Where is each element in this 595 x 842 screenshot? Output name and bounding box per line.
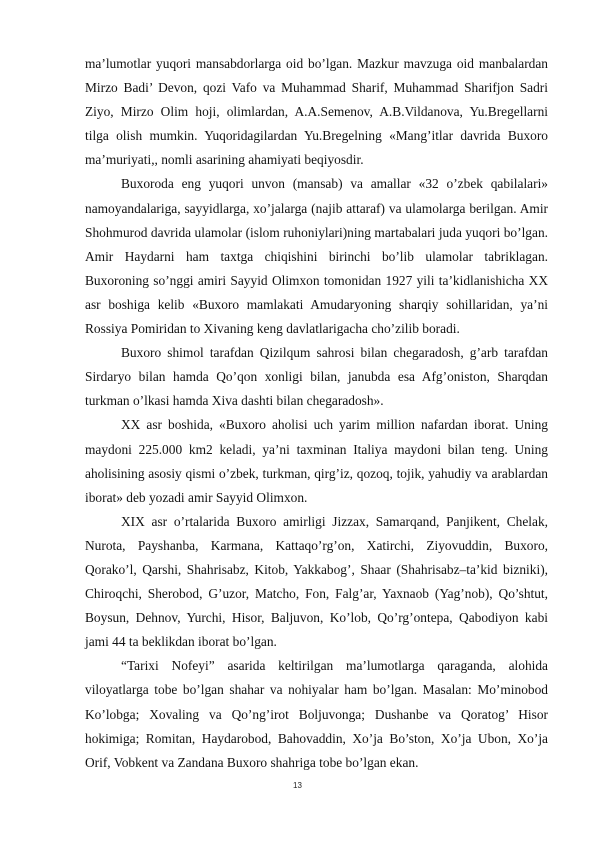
paragraph-sources: ma’lumotlar yuqori mansabdorlarga oid bo’lgan. Mazkur mavzuga oid manbalardan Mirzo Badi’ Devon, qozi Vafo va Muhammad Sharif, Muhammad Sharifjon Sadri Ziyo, Mirzo Olim hoji, olimlardan, A.A.Semenov, A.B.Vildanova, Yu.Bregellarni tilga olish mumkin. Yuqoridagilardan Yu.Bregelning «Mang’itlar davrida Buxoro ma’muriyati,, nomli asarining ahamiyati beqiyosdir. (85, 56, 548, 168)
paragraph-borders: Buxoro shimol tarafdan Qizilqum sahrosi bilan chegaradosh, g’arb tarafdan Sirdaryo bilan hamda Qo’qon xonligi bilan, janubda esa Afg’oniston, Sharqdan turkman o’lkasi hamda Xiva dashti bilan chegaradosh». (85, 345, 548, 409)
paragraph-population: XX asr boshida, «Buxoro aholisi uch yarim million nafardan iborat. Uning maydoni 225.000 km2 keladi, ya’ni taxminan Italiya maydoni bilan teng. Uning aholisining asosiy qismi o’zbek, turkman, qirg’iz, qozoq, tojik, yahudiy va arablardan iborat» deb yozadi amir Sayyid Olimxon. (85, 417, 548, 505)
document-page (85, 52, 548, 775)
paragraph-tarixi-nofeyi: “Tarixi Nofeyi” asarida keltirilgan ma’lumotlarga qaraganda, alohida viloyatlarga tobe bo’lgan shahar va nohiyalar ham bo’lgan. Masalan: Mo’minobod Ko’lobga; Xovaling va Qo’ng’irot Boljuvonga; Dushanbe va Qoratog’ Hisor hokimiga; Romitan, Haydarobod, Bahovaddin, Xo’ja Bo’ston, Xo’ja Ubon, Xo’ja Orif, Vobkent va Zandana Buxoro shahriga tobe bo’lgan ekan. (85, 658, 548, 770)
paragraph-titles: Buxoroda eng yuqori unvon (mansab) va amallar «32 o’zbek qabilalari» namoyandalariga, sayyidlarga, xo’jalarga (najib attaraf) va ulamolarga berilgan. Amir Shohmurod davrida ulamolar (islom ruhoniylari)ning martabalari juda yuqori bo’lgan. Amir Haydarni ham taxtga chiqishini birinchi bo’lib ulamolar tabriklagan. Buxoroning so’nggi amiri Sayyid Olimxon tomonidan 1927 yili ta’kidlanishicha XX asr boshiga kelib «Buxoro mamlakati Amudaryoning sharqiy sohillaridan, ya’ni Rossiya Pomiridan to Xivaning keng davlatlarigacha cho’zilib boradi. (85, 176, 548, 337)
page-number: 13 (293, 781, 302, 790)
paragraph-bekliks: XIX asr o’rtalarida Buxoro amirligi Jizzax, Samarqand, Panjikent, Chelak, Nurota, Payshanba, Karmana, Kattaqo’rg’on, Xatirchi, Ziyovuddin, Buxoro, Qorako’l, Qarshi, Shahrisabz, Kitob, Yakkabog’, Shaar (Shahrisabz–ta’kid bizniki), Chiroqchi, Sherobod, G’uzor, Matcho, Fon, Falg’ar, Yaxnaob (Yag’nob), Qo’shtut, Boysun, Dehnov, Yurchi, Hisor, Baljuvon, Ko’lob, Qo’rg’ontepa, Qabodiyon kabi jami 44 ta beklikdan iborat bo’lgan. (85, 513, 548, 650)
